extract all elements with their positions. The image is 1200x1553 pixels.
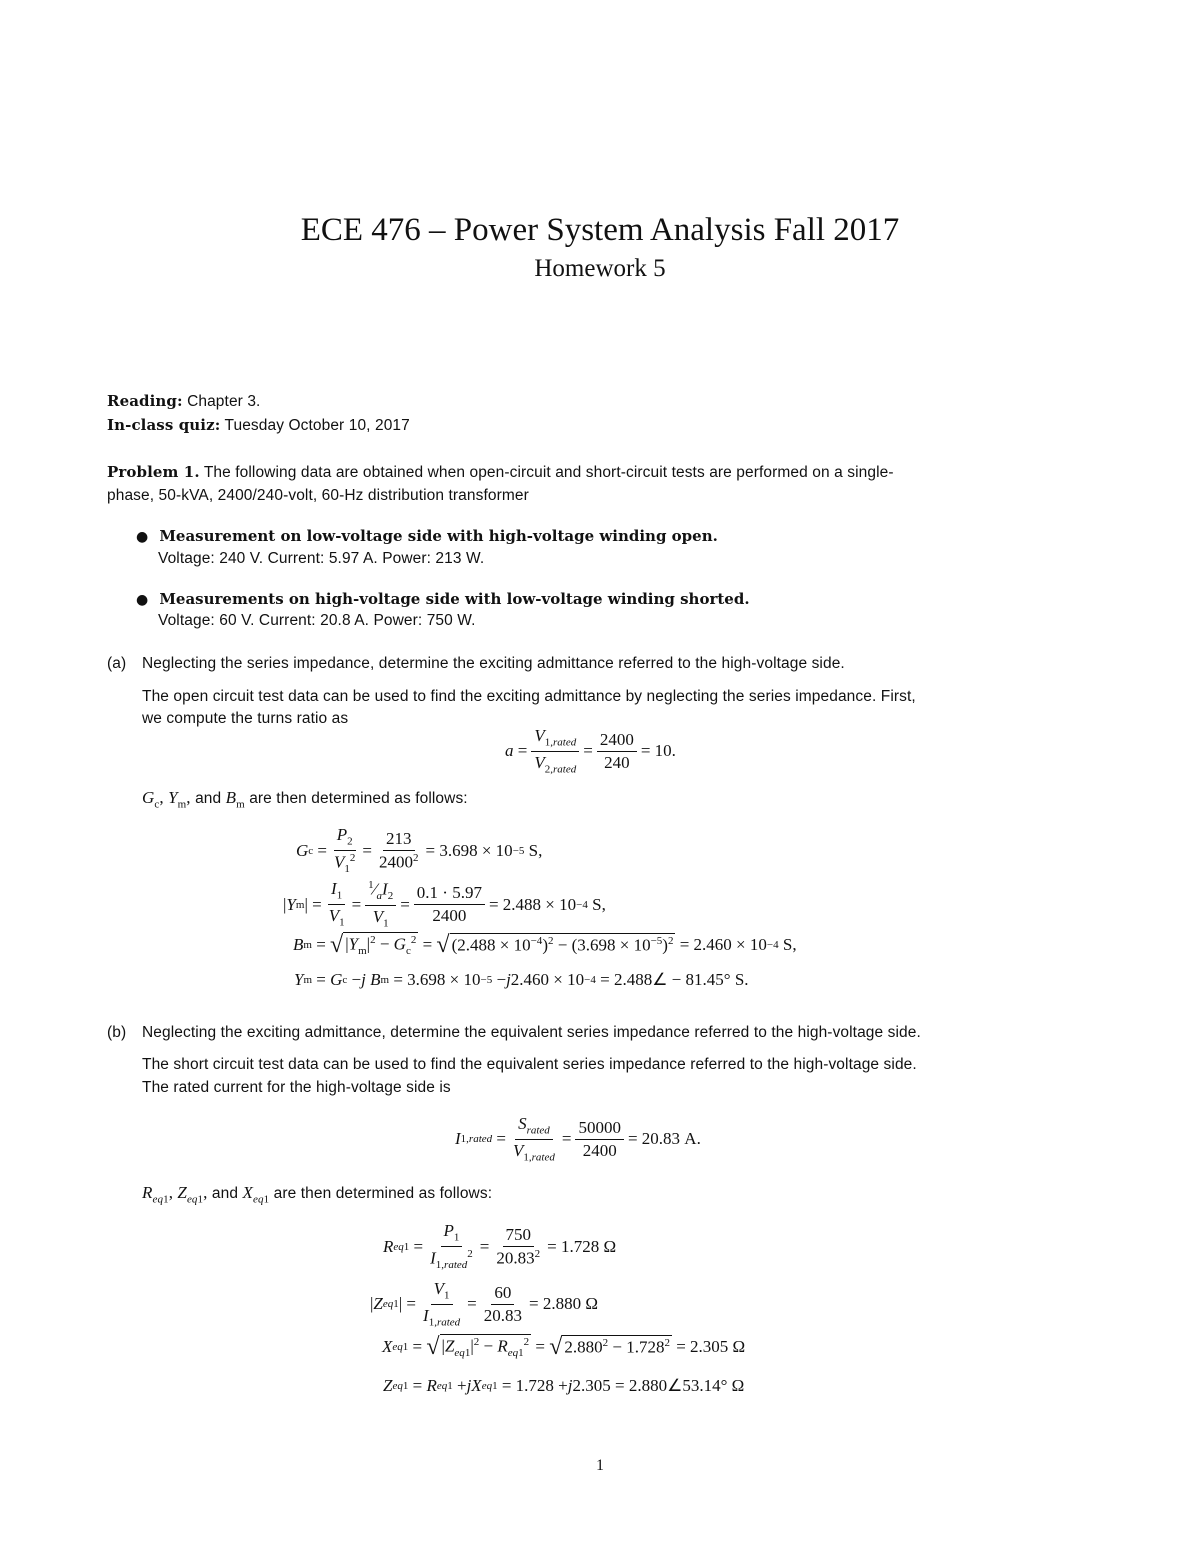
equation-bm: B m = √ $|Y_m|^2 - G_c^2$ = √ $(2.488 \times 10^{-4})^2 - (3.698 \times 10^{-5})^2$ = 2.460 × 10 −4 S,	[293, 931, 797, 958]
bullet-1-detail: Voltage: 240 V. Current: 5.97 A. Power: 213 W.	[158, 550, 485, 567]
bullet-1	[136, 526, 718, 545]
equation-ym: Y m = G c − j B m = 3.698 × 10 −5 − j 2.460 × 10 −4 = 2.488∠ − 81.45° S.	[294, 970, 749, 989]
problem-intro-line2: phase, 50-kVA, 2400/240-volt, 60-Hz distribution transformer	[107, 487, 529, 504]
bullet-2	[136, 589, 750, 608]
part-a-determined-text: are then determined as follows:	[249, 790, 468, 807]
equation-zeq: Z eq1 = R eq1 + jX eq1 = 1.728 + j 2.305 = 2.880∠53.14° Ω	[383, 1376, 745, 1395]
problem-label: Problem 1.	[107, 463, 200, 481]
equation-ym-magnitude: | Y m | = $\frac{I_1}{V_1}$ = $\frac{^1⁄_aI_2}{V_1}$ = $\frac{0.1 \cdot 5.97}{2400}$ = 2.488 × 10 −4 S,	[283, 879, 606, 929]
bullet-2-heading: Measurements on high-voltage side with low-voltage winding shorted.	[159, 590, 750, 608]
part-a-determined-line: $G_c$, $Y_m$, and $B_m$ are then determined as follows:	[142, 788, 468, 811]
page-title: ECE 476 – Power System Analysis Fall 2017	[300, 212, 900, 248]
bullet-dot-icon: ●	[136, 529, 149, 545]
page-subtitle: Homework 5	[534, 255, 666, 282]
bullet-1-heading: Measurement on low-voltage side with high-voltage winding open.	[159, 527, 718, 545]
part-a-marker: (a)	[107, 655, 127, 672]
part-a-answer-line1: The open circuit test data can be used to find the exciting admittance by neglecting the series impedance. First,	[142, 688, 916, 705]
bullet-dot-icon: ●	[136, 592, 149, 608]
part-a-question: Neglecting the series impedance, determine the exciting admittance referred to the high-voltage side.	[142, 655, 845, 672]
reading-line	[107, 392, 260, 411]
bullet-2-detail: Voltage: 60 V. Current: 20.8 A. Power: 750 W.	[158, 612, 476, 629]
reading-value: Chapter 3.	[187, 393, 261, 410]
equation-xeq: X eq1 = √ $|Z_{eq1}|^2 - R_{eq1}^2$ = √ $2.880^2 - 1.728^2$ = 2.305 Ω	[382, 1333, 746, 1360]
equation-gc: G c = $\frac{P_2}{V_1^2}$ = $\frac{213}{2400^2}$ = 3.698 × 10 −5 S,	[296, 825, 543, 875]
part-b-marker: (b)	[107, 1024, 127, 1041]
part-b-answer-line1: The short circuit test data can be used to find the equivalent series impedance referred to the high-voltage side.	[142, 1056, 917, 1073]
part-b-determined-line: $R_{eq1}$, $Z_{eq1}$, and $X_{eq1}$ are then determined as follows:	[142, 1183, 493, 1206]
part-a-answer-line2: we compute the turns ratio as	[142, 710, 349, 727]
equation-req: R eq1 = $\frac{P_1}{I_{1,rated}^2}$ = $\frac{750}{20.83^2}$ = 1.728 Ω	[383, 1221, 617, 1271]
problem-intro-text: The following data are obtained when open-circuit and short-circuit tests are performed on a single-	[203, 464, 894, 481]
part-b-determined-text: are then determined as follows:	[273, 1185, 493, 1202]
reading-label: Reading:	[107, 392, 183, 410]
equation-zeq-magnitude: | Z eq1 | = $\frac{V_1}{I_{1,rated}}$ = $\frac{60}{20.83}$ = 2.880 Ω	[370, 1279, 598, 1329]
quiz-label: In-class quiz:	[107, 416, 221, 434]
part-b-question: Neglecting the exciting admittance, determine the equivalent series impedance referred to the high-voltage side.	[142, 1024, 921, 1041]
part-b-answer-line2: The rated current for the high-voltage side is	[142, 1079, 451, 1096]
quiz-value: Tuesday October 10, 2017	[224, 417, 410, 434]
equation-i-rated: I 1,rated = $\frac{S_{rated}}{V_{1,rated}}$ = $\frac{50000}{2400}$ = 20.83 A.	[455, 1114, 701, 1164]
problem-intro-line1	[107, 463, 894, 482]
quiz-line	[107, 416, 410, 435]
page-number: 1	[596, 1457, 604, 1474]
equation-turns-ratio: a = $\frac{V_{1,rated}}{V_{2,rated}}$ = $\frac{2400}{240}$ = 10.	[505, 726, 676, 776]
